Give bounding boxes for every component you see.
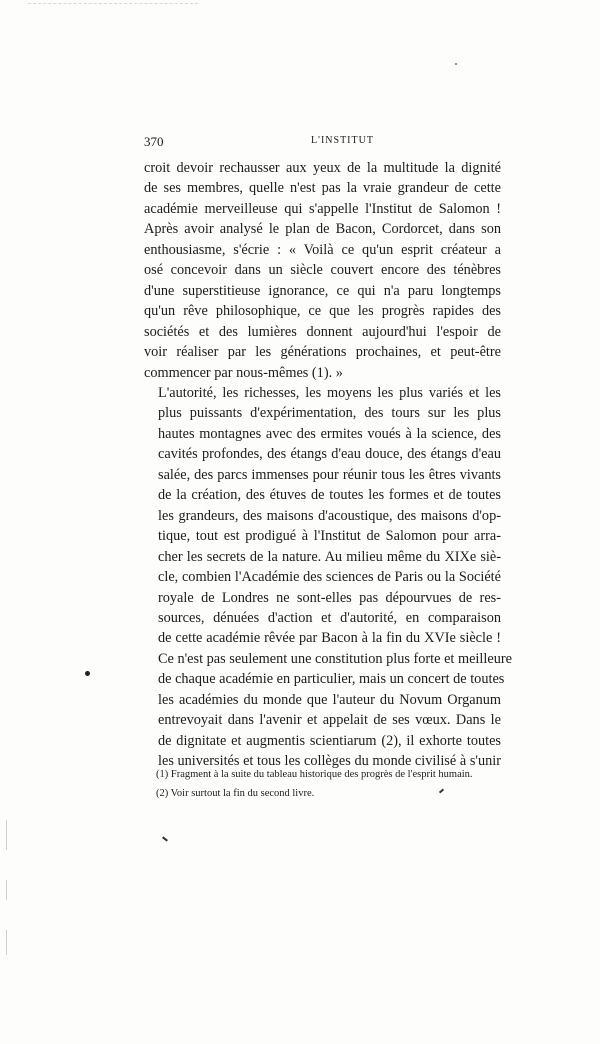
page-number: 370	[144, 134, 164, 149]
text-line: Après avoir analysé le plan de Bacon, Cordorcet, dans son	[144, 221, 501, 238]
top-edge-rule	[28, 3, 198, 4]
text-line: de chaque académie en particulier, mais un concert de toutes	[158, 671, 505, 688]
edge-scan-mark	[6, 930, 7, 955]
text-line: osé concevoir dans un siècle couvert encore des ténèbres	[144, 262, 501, 279]
text-line: hautes montagnes avec des ermites voués à la science, des	[158, 425, 501, 442]
text-line: les universités et tous les collèges du monde civilisé à s'unir	[158, 753, 501, 770]
body-text	[144, 158, 512, 772]
page-header	[144, 134, 501, 150]
text-line: commencer par nous-mêmes (1). »	[144, 364, 343, 381]
text-line: les grandeurs, des maisons d'acoustique, des maisons d'op-	[158, 507, 501, 524]
text-line: plus puissants d'expérimentation, des tours sur les plus	[158, 405, 501, 422]
text-line: tique, tout est prodigué à l'Institut de Salomon pour arra-	[158, 528, 501, 545]
footnote-1: (1) Fragment à la suite du tableau historique des progrès de l'esprit humain.	[156, 769, 473, 780]
edge-scan-mark	[6, 880, 7, 900]
text-line: Ce n'est pas seulement une constitution plus forte et meilleure	[158, 650, 512, 667]
text-line: d'une superstitieuse ignorance, ce qui n'a paru longtemps	[144, 282, 501, 299]
text-line: sources, dénuées d'action et d'autorité, en comparaison	[158, 609, 501, 626]
text-line: croit devoir rechausser aux yeux de la multitude la dignité	[144, 160, 501, 176]
text-line: royale de Londres ne sont-elles pas dépourvues de res-	[158, 589, 501, 606]
text-line: de cette académie rêvée par Bacon à la fin du XVIe siècle !	[158, 630, 501, 647]
text-line: sociétés et des lumières donnent aujourd'hui l'espoir de	[144, 323, 501, 340]
text-line: les académies du monde que l'auteur du Novum Organum	[158, 691, 501, 708]
text-line: voir réaliser par les générations prochaines, et peut-être	[144, 344, 501, 361]
text-line: académie merveilleuse qui s'appelle l'Institut de Salomon !	[144, 200, 501, 217]
footnote-2: (2) Voir surtout la fin du second livre.	[156, 788, 315, 799]
text-line: de dignitate et augmentis scientiarum (2), il exhorte toutes	[158, 732, 501, 749]
paragraph-2	[144, 383, 512, 772]
text-line: de la création, des étuves de toutes les formes et de toutes	[158, 487, 501, 504]
text-line: cavités profondes, des étangs d'eau douce, des étangs d'eau	[158, 446, 501, 463]
ink-tick-mark	[162, 836, 168, 841]
text-line: cle, combien l'Académie des sciences de Paris ou la Société	[158, 569, 501, 586]
text-line: de ses membres, quelle n'est pas la vraie grandeur de cette	[144, 180, 501, 197]
text-line: qu'un rêve philosophique, ce que les progrès rapides des	[144, 303, 501, 320]
speck-mark	[455, 63, 457, 65]
footnotes	[144, 767, 501, 805]
ink-dot-mark	[85, 671, 90, 676]
running-title: L'INSTITUT	[311, 135, 374, 146]
text-line: enthousiasme, s'écrie : « Voilà ce qu'un esprit créateur a	[144, 241, 501, 258]
text-line: L'autorité, les richesses, les moyens les plus variés et les	[158, 384, 501, 401]
text-line: entrevoyait dans l'avenir et appelait de ses vœux. Dans le	[158, 712, 501, 729]
text-line: cher les secrets de la nature. Au milieu même du XIXe siè-	[158, 548, 501, 565]
paragraph-1	[144, 158, 501, 383]
text-line: salée, des parcs immenses pour réunir tous les êtres vivants	[158, 466, 501, 483]
edge-scan-mark	[6, 820, 7, 850]
